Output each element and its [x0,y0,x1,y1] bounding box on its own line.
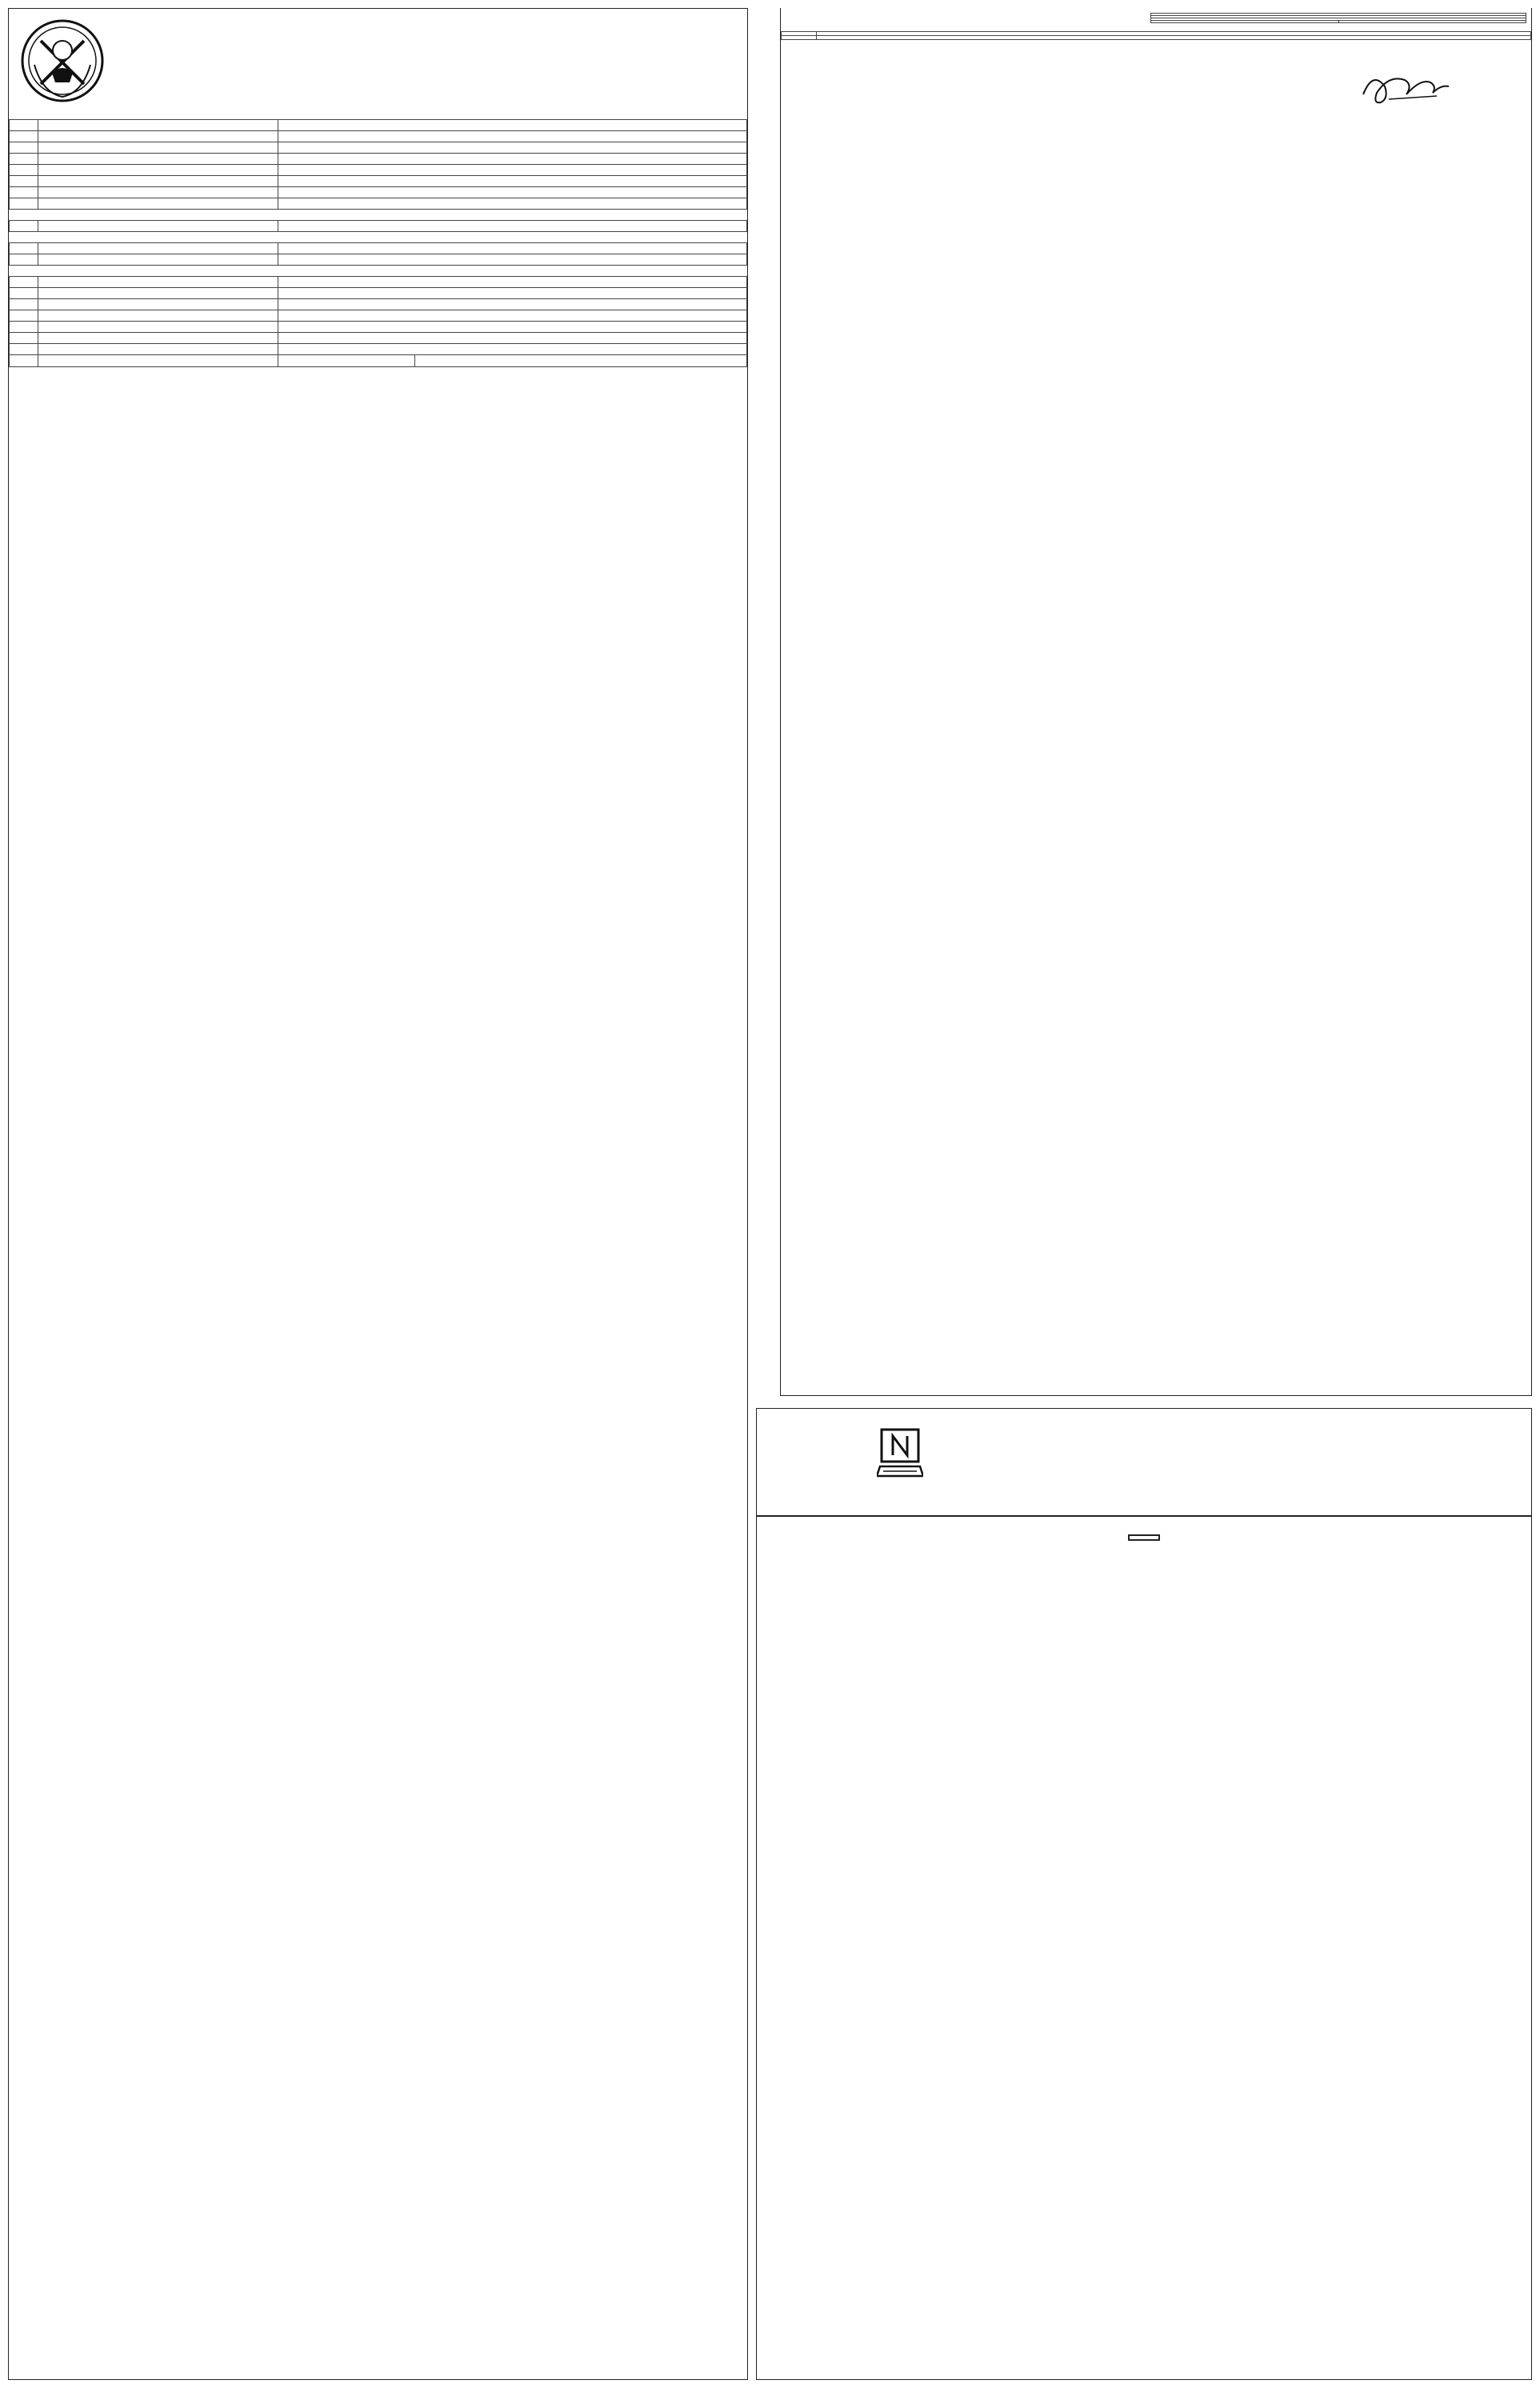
row-number [10,154,38,165]
date-label [278,355,414,366]
date-subheader [10,322,747,333]
row-number [10,344,38,355]
info-row [10,243,747,254]
signature-icon [1357,62,1453,110]
info-row [10,221,747,232]
time-label [414,355,746,366]
bcc-notice [756,1408,1532,2380]
row-key [38,310,278,322]
section-funding-information-label [10,232,747,243]
row-key [38,299,278,310]
date-label [278,322,747,333]
row-key [38,254,278,266]
date-time-grid [278,355,746,366]
row-value [278,154,747,165]
notes-table [781,31,1531,40]
row-value [278,187,747,198]
info-row [10,198,747,210]
row-value [278,333,747,344]
info-row [10,333,747,344]
row-number [10,131,38,142]
info-row [10,299,747,310]
row-value [278,221,747,232]
bcc-heading [1128,1534,1160,1541]
info-row [10,187,747,198]
row-number [10,243,38,254]
contact-fax [1338,21,1526,22]
ift-notice-left [8,8,748,2380]
date-time-subheader [10,355,747,367]
section-particular-information [10,266,747,277]
row-number [10,221,38,232]
row-value [278,165,747,176]
row-key [38,333,278,344]
row-key [38,142,278,154]
row-number [10,333,38,344]
row-value [278,299,747,310]
info-row [10,288,747,299]
row-value [278,176,747,187]
row-key [38,243,278,254]
row-key [38,176,278,187]
bcc-body [757,1517,1531,1564]
ift-notice-right [780,8,1532,1396]
row-value [278,254,747,266]
note-32 [817,36,1531,40]
row-number [10,254,38,266]
row-value [278,344,747,355]
row-number [10,277,38,288]
info-row [10,165,747,176]
row-number [10,310,38,322]
row-number [10,165,38,176]
info-row [10,277,747,288]
info-row [10,310,747,322]
info-row [10,131,747,142]
info-row [10,142,747,154]
contact-phone [1151,21,1338,22]
row-number [10,198,38,210]
row-key [38,288,278,299]
row-key [38,277,278,288]
row-key [38,131,278,142]
row-key [38,198,278,210]
date-time-row [278,355,746,366]
note-32-number [782,36,817,40]
info-row [10,154,747,165]
row-value [278,277,747,288]
info-row [10,176,747,187]
row-number [10,288,38,299]
bgb-emblem-icon [18,17,106,105]
info-row [10,120,747,131]
row-number [10,187,38,198]
row-value [278,120,747,131]
contact-table [1150,13,1526,23]
row-value [278,198,747,210]
section-key-information [10,210,747,221]
bcc-computer-icon [877,1426,923,1484]
row-key [38,344,278,355]
section-funding-information [10,232,747,243]
info-row [10,344,747,355]
section-key-information-label [10,210,747,221]
bcc-header [757,1409,1531,1517]
row-value [278,131,747,142]
row-number [10,176,38,187]
row-number [10,299,38,310]
row-key [38,221,278,232]
row-key [38,120,278,131]
section-particular-information-label [10,266,747,277]
row-value [278,142,747,154]
row-key [38,165,278,176]
ift-header [9,9,747,119]
row-key [38,187,278,198]
row-number [10,142,38,154]
row-value [278,288,747,299]
ift-info-table [9,119,747,367]
row-number [10,120,38,131]
date-time-labels [278,355,747,367]
info-row [10,254,747,266]
row-value [278,243,747,254]
row-key [38,154,278,165]
row-value [278,310,747,322]
